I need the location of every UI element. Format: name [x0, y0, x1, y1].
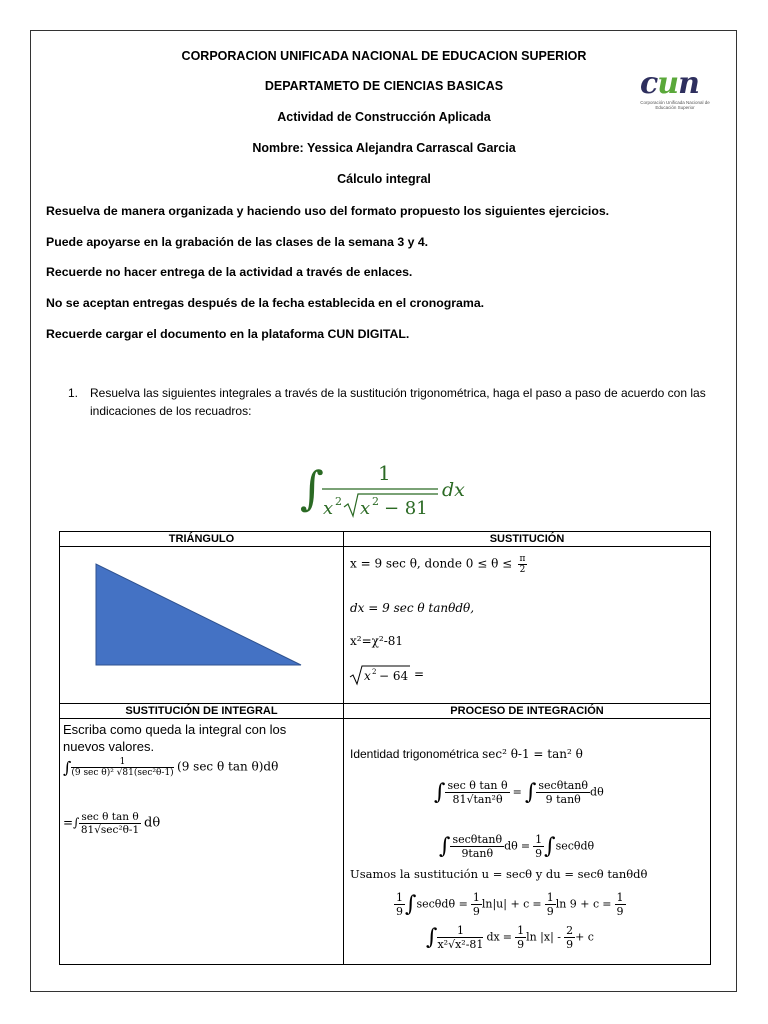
sub-line-3: x²=χ²-81	[350, 634, 404, 648]
activity-title: Actividad de Construcción Aplicada	[277, 110, 491, 124]
right-triangle	[96, 564, 301, 665]
sub-line-1: x = 9 sec θ, donde 0 ≤ θ ≤ $\frac{\pi}{2}$	[350, 554, 526, 575]
svg-text:x: x	[323, 498, 334, 519]
instruction-5: Recuerde cargar el documento en la plataforma CUN DIGITAL.	[46, 327, 410, 341]
student-name: Nombre: Yessica Alejandra Carrascal Garcia	[252, 141, 516, 155]
svg-text:∫: ∫	[300, 461, 324, 515]
sub-line-2: dx = 9 sec θ tanθdθ,	[350, 601, 475, 615]
instruction-1: Resuelva de manera organizada y haciendo uso del formato propuesto los siguientes ejercicios.	[46, 204, 610, 218]
substitution-cell	[344, 547, 711, 704]
header-substitution: SUSTITUCIÓN	[344, 532, 711, 547]
process-cell	[344, 719, 711, 965]
triangle-cell	[60, 547, 344, 704]
logo-subtitle: Corporación Unificada Nacional de Educación Superior	[640, 100, 710, 110]
svg-text:2: 2	[372, 668, 377, 676]
instruction-2: Puede apoyarse en la grabación de las clases de la semana 3 y 4.	[46, 235, 429, 249]
process-step-1: ∫ $\frac{\text{sec θ tan θ}}{\text{81√tan²θ}}$ = ∫ $\frac{\sec\theta\tan\theta}{9 \tan\theta}$ dθ	[434, 779, 604, 806]
svg-text:2: 2	[372, 495, 379, 508]
svg-text:x: x	[360, 498, 371, 519]
main-integral	[300, 452, 480, 526]
exercise-text: Resuelva las siguientes integrales a través de la sustitución trigonométrica, haga el paso a paso de acuerdo con las indicaciones de los recuadros:	[90, 386, 706, 418]
instruction-4: No se aceptan entregas después de la fecha establecida en el cronograma.	[46, 296, 485, 310]
svg-text:x: x	[364, 669, 371, 683]
integral-dx: dx	[442, 479, 465, 501]
header-integration-process: PROCESO DE INTEGRACIÓN	[344, 704, 711, 719]
header-triangle: TRIÁNGULO	[60, 532, 344, 547]
institution-title: CORPORACION UNIFICADA NACIONAL DE EDUCACION SUPERIOR	[181, 49, 587, 63]
header-integral-substitution: SUSTITUCIÓN DE INTEGRAL	[60, 704, 344, 719]
u-substitution-note: Usamos la sustitución u = secθ y du = secθ tanθdθ	[350, 867, 648, 881]
integral-sub-instruction: Escriba como queda la integral con los nuevos valores.	[63, 722, 287, 754]
main-integral-formula	[300, 452, 480, 522]
triangle-figure	[60, 547, 344, 698]
trig-identity: Identidad trigonométrica sec² θ-1 = tan² θ	[350, 747, 583, 761]
work-table	[59, 531, 711, 965]
integral-sub-expression: ∫ $\frac{1}{\text{(9 sec θ)² √81(sec²θ-1)}}$ (9 sec θ tan θ)dθ	[63, 757, 279, 778]
instruction-3: Recuerde no hacer entrega de la actividad a través de enlaces.	[46, 265, 413, 279]
exercise-1	[68, 384, 718, 420]
svg-text:− 64: − 64	[379, 669, 409, 683]
integral-numerator: 1	[378, 461, 391, 485]
integral-sub-cell	[60, 719, 344, 965]
department-title: DEPARTAMETO DE CIENCIAS BASICAS	[264, 79, 504, 93]
cun-logo	[640, 66, 730, 110]
course-title: Cálculo integral	[337, 172, 431, 186]
integral-sub-simplified: =∫ $\frac{\text{sec θ tan θ}}{\text{81√sec²θ-1}}$ dθ	[63, 811, 161, 836]
process-final: ∫ $\frac{1}{\text{x²√x²-81}}$ dx = $\frac{1}{9}$ ln |x| - $\frac{2}{9}$ + c	[426, 924, 594, 951]
exercise-number: 1.	[68, 386, 79, 400]
process-step-3: $\frac{1}{9}$ ∫secθdθ = $\frac{1}{9}$ ln|u| + c = $\frac{1}{9}$ ln 9 + c = $\frac{1}{9}$	[396, 891, 624, 918]
svg-text:− 81: − 81	[384, 498, 428, 519]
svg-text:2: 2	[335, 495, 342, 508]
process-step-2: ∫ $\frac{\sec\theta\tan\theta}{9\tan\theta}$ dθ = $\frac{1}{9}$ ∫secθdθ	[439, 833, 595, 860]
logo-word: cun	[640, 66, 699, 101]
sub-line-4: x 2 − 64 =	[348, 663, 424, 687]
